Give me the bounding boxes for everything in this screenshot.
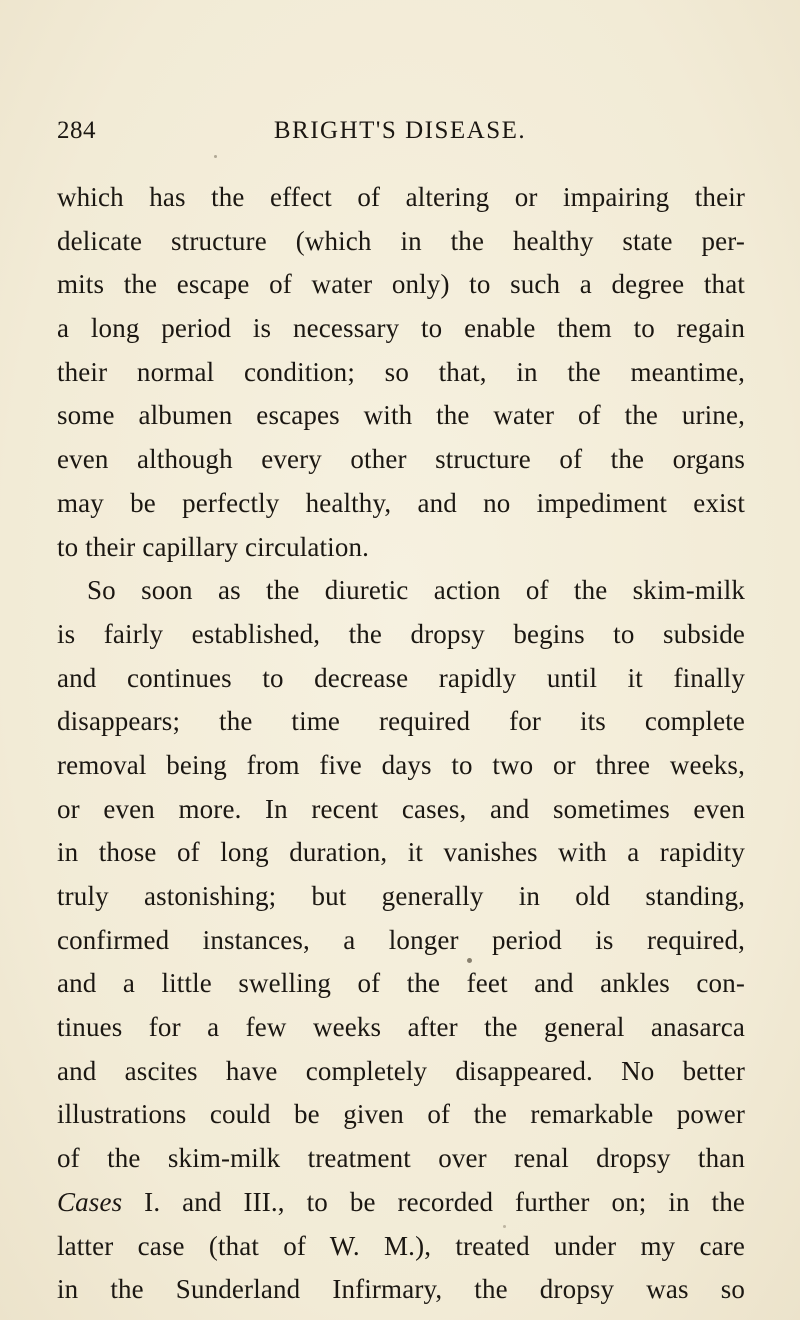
body-text (57, 176, 745, 1312)
text-line: latter case (that of W. M.), treated under my care (57, 1230, 745, 1261)
text-line: delicate structure (which in the healthy state per- (57, 225, 745, 256)
page-speck (467, 958, 472, 963)
page-speck (214, 155, 217, 158)
text-line: truly astonishing; but generally in old standing, (57, 881, 745, 911)
text-line: or even more. In recent cases, and sometimes even (57, 793, 745, 824)
text-line: and ascites have completely disappeared. No better (57, 1055, 745, 1086)
page-speck (503, 1225, 506, 1228)
text-line: some albumen escapes with the water of the urine, (57, 400, 745, 431)
text-line: tinues for a few weeks after the general anasarca (57, 1012, 745, 1043)
text-line-rest: I. and III., to be recorded further on; in the (122, 1186, 745, 1217)
text-line: in those of long duration, it vanishes with a rapidity (57, 837, 745, 868)
running-head (57, 117, 743, 151)
running-title: BRIGHT'S DISEASE. (273, 117, 527, 144)
text-line (57, 1181, 745, 1225)
cases-italic: Cases (57, 1186, 123, 1217)
paragraph-start-line: So soon as the diuretic action of the skim-milk (87, 575, 745, 606)
text-line: and continues to decrease rapidly until it finally (57, 662, 745, 693)
text-line: their normal condition; so that, in the meantime, (57, 356, 745, 387)
text-line: even although every other structure of the organs (57, 444, 745, 475)
text-line: removal being from five days to two or three weeks, (57, 749, 745, 780)
page-number: 284 (57, 117, 96, 144)
text-line: a long period is necessary to enable them to regain (57, 313, 745, 344)
text-line: is fairly established, the dropsy begins to subside (57, 618, 745, 649)
text-line: which has the effect of altering or impairing their (57, 182, 745, 212)
text-line: may be perfectly healthy, and no impediment exist (57, 487, 745, 518)
text-line: in the Sunderland Infirmary, the dropsy was so (57, 1274, 745, 1305)
text-line: mits the escape of water only) to such a degree that (57, 269, 745, 300)
text-line: to their capillary circulation. (57, 531, 370, 562)
text-line: illustrations could be given of the remarkable power (57, 1099, 745, 1130)
text-line: confirmed instances, a longer period is required, (57, 924, 745, 955)
text-line: and a little swelling of the feet and ankles con- (57, 968, 745, 999)
text-line: disappears; the time required for its complete (57, 706, 745, 737)
text-line: of the skim-milk treatment over renal dropsy than (57, 1143, 745, 1174)
